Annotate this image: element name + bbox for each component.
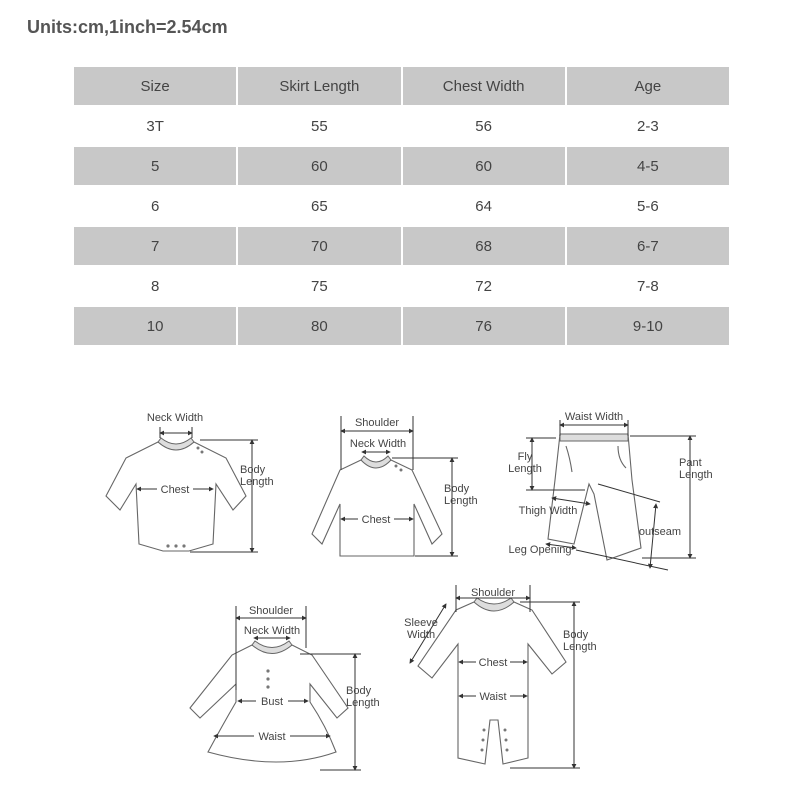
romper-collar	[474, 598, 514, 611]
cell-size: 10	[74, 307, 236, 347]
pants-pant-length-label-1: Pant	[679, 457, 702, 469]
romper-chest-label: Chest	[478, 657, 508, 669]
romper-diagram	[404, 585, 596, 768]
table-row	[74, 187, 729, 227]
sweater-neck-width-label: Neck Width	[349, 438, 407, 450]
bodysuit-chest-label: Chest	[160, 484, 190, 496]
header-chest-width: Chest Width	[403, 67, 565, 107]
cell-age: 6-7	[567, 227, 729, 267]
cell-age: 5-6	[567, 187, 729, 227]
sweater-body-length-label-2: Length	[444, 495, 478, 507]
cell-skirt-length: 75	[238, 267, 400, 307]
dress-neck-width-label: Neck Width	[243, 625, 301, 637]
header-age: Age	[567, 67, 729, 107]
sweater-collar	[361, 456, 391, 468]
dress-collar	[252, 641, 292, 654]
bodysuit-body-length-label-2: Length	[240, 476, 274, 488]
pants-pant-length-label-2: Length	[679, 469, 713, 481]
romper-sleeve-width-label-1: Sleeve	[404, 617, 438, 629]
cell-size: 3T	[74, 107, 236, 147]
table-row	[74, 227, 729, 267]
header-skirt-length: Skirt Length	[238, 67, 400, 107]
cell-size: 7	[74, 227, 236, 267]
cell-age: 2-3	[567, 107, 729, 147]
cell-size: 8	[74, 267, 236, 307]
dress-body-length-label-1: Body	[346, 685, 372, 697]
cell-age: 9-10	[567, 307, 729, 347]
size-chart-table	[72, 67, 731, 347]
cell-size: 5	[74, 147, 236, 187]
table-row	[74, 147, 729, 187]
cell-skirt-length: 60	[238, 147, 400, 187]
table-row	[74, 267, 729, 307]
dress-diagram	[190, 605, 380, 770]
sweater-outline	[312, 460, 442, 556]
cell-age: 7-8	[567, 267, 729, 307]
cell-chest-width: 68	[403, 227, 565, 267]
units-note: Units:cm,1inch=2.54cm	[27, 17, 228, 37]
measurement-diagrams-svg	[0, 380, 800, 800]
sweater-chest-label: Chest	[361, 514, 391, 526]
table-row	[74, 307, 729, 347]
cell-chest-width: 76	[403, 307, 565, 347]
pants-thigh-width-label: Thigh Width	[518, 505, 578, 517]
dress-shoulder-label: Shoulder	[248, 605, 294, 617]
pants-outseam-label: outseam	[638, 526, 682, 538]
cell-skirt-length: 70	[238, 227, 400, 267]
cell-age: 4-5	[567, 147, 729, 187]
bodysuit-neck-width-label: Neck Width	[146, 412, 204, 424]
cell-size: 6	[74, 187, 236, 227]
dress-body-length-label-2: Length	[346, 697, 380, 709]
dress-waist-label: Waist	[258, 731, 286, 743]
romper-outline	[418, 602, 566, 764]
bodysuit-collar	[158, 438, 194, 450]
romper-body-length-label-2: Length	[563, 641, 597, 653]
pants-waistband	[560, 434, 628, 441]
cell-skirt-length: 65	[238, 187, 400, 227]
cell-chest-width: 56	[403, 107, 565, 147]
cell-skirt-length: 80	[238, 307, 400, 347]
cell-chest-width: 60	[403, 147, 565, 187]
cell-chest-width: 72	[403, 267, 565, 307]
dress-bust-label: Bust	[260, 696, 284, 708]
pants-waist-width-label: Waist Width	[564, 411, 624, 423]
table-row	[74, 107, 729, 147]
bodysuit-diagram	[106, 412, 274, 552]
romper-shoulder-label: Shoulder	[470, 587, 516, 599]
pants-outline	[548, 434, 641, 560]
table-header-row	[74, 67, 729, 107]
pants-fly-length-label-2: Length	[508, 463, 542, 475]
pants-leg-opening-label: Leg Opening	[508, 544, 572, 556]
bodysuit-outline	[106, 442, 246, 551]
pants-fly-length-label-1: Fly	[517, 451, 533, 463]
bodysuit-body-length-label-1: Body	[240, 464, 266, 476]
sweater-body-length-label-1: Body	[444, 483, 470, 495]
sweater-shoulder-label: Shoulder	[354, 417, 400, 429]
romper-sleeve-width-label-2: Width	[406, 629, 436, 641]
cell-skirt-length: 55	[238, 107, 400, 147]
cell-chest-width: 64	[403, 187, 565, 227]
sweater-diagram	[312, 416, 478, 556]
romper-body-length-label-1: Body	[563, 629, 589, 641]
pants-diagram	[508, 411, 712, 570]
measurement-diagrams	[0, 380, 800, 800]
header-size: Size	[74, 67, 236, 107]
romper-waist-label: Waist	[479, 691, 507, 703]
